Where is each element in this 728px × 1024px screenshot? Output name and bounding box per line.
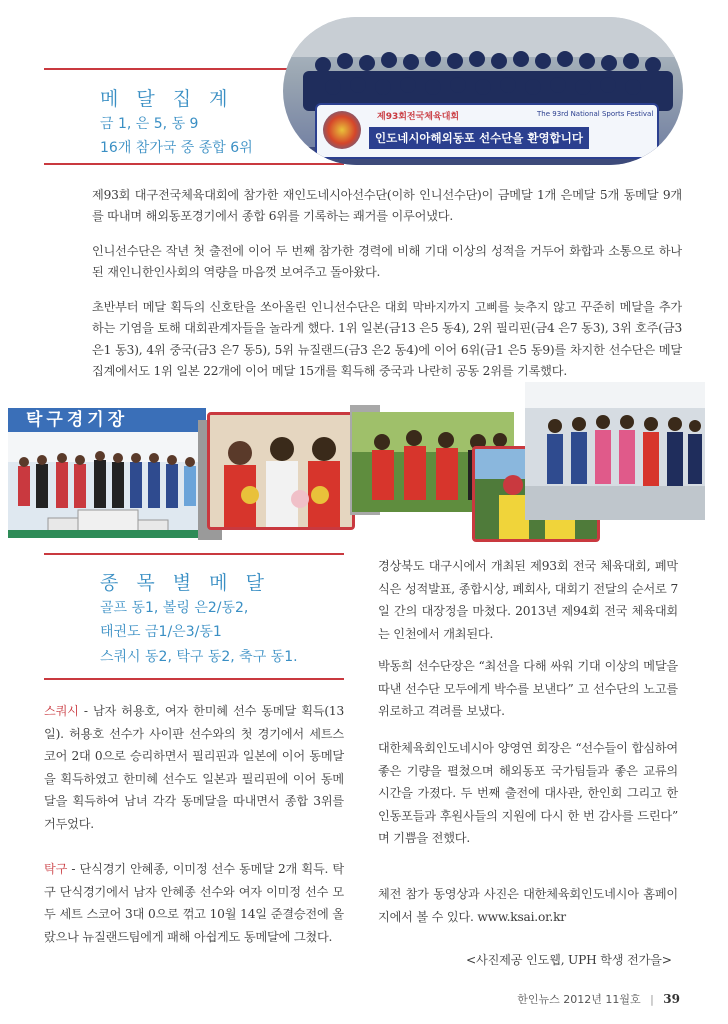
event-rule-upper [44,553,344,555]
intro-paragraph-3: 초반부터 메달 획득의 신호탄을 쏘아올린 인니선수단은 대회 막바지까지 고삐를 늦추지 않고 꾸준히 메달을 추가하는 기염을 토해 대회관계자들을 놀라게 했다. 1위 일본(금13 은5 동4), 2위 필리핀(금4 은7 동3), 3위 호주(금3 은1 동3), 4위 중국(금3 은7 동5), 5위 뉴질랜드(금3 은2 동4)에 이어 6위(금1 은5 동9)를 차지한 선수단은 메달집계에서도 1위 일본 22개에 이어 메달 15개를 획득해 중국과 나란히 공동 2위를 기록했다. [92,300,682,378]
event-medals-line2: 태권도 금1/은3/동1 [100,624,222,640]
closing-paragraph-3: 대한체육회인도네시아 양영연 회장은 “선수들이 합심하여 좋은 기량을 펼쳤으며 해외동포 국가팀들과 좋은 교류의 시간을 가졌다. 두 번째 출전에 대사관, 한인회 그리고 한인동포들과 후원사들의 지원에 다시 한 번 감사를 드린다” 며 기쁨을 전했다. [378,741,678,846]
welcome-banner [315,103,659,159]
intro-paragraph-1: 제93회 대구전국체육대회에 참가한 재인도네시아선수단(이하 인니선수단)이 금메달 1개 은메달 5개 동메달 9개를 따내며 해외동포경기에서 종합 6위를 기록하는 쾌거를 이루어냈다. [92,188,682,224]
table-tennis-podium-photo [8,408,206,538]
event-medals-line3: 스쿼시 동2, 탁구 동2, 축구 동1. [100,649,298,665]
page-number: 39 [663,992,680,1006]
medal-tally-line2: 16개 참가국 중 종합 6위 [100,140,253,156]
top-rule-lower [44,163,344,165]
table-tennis-paragraph [44,858,344,948]
medalists-illustration [210,415,352,527]
closing-paragraph-4: 체전 참가 동영상과 사진은 대한체육회인도네시아 홈페이지에서 볼 수 있다. www.ksai.or.kr [378,887,678,924]
photo-credit: <사진제공 인도웹, UPH 학생 전가을> [466,953,672,967]
podium-illustration [8,432,206,538]
table-tennis-sign: 탁구경기장 [8,408,206,432]
team-group-photo [283,17,683,165]
banner-emblem [323,111,361,149]
medal-tally-line1: 금 1, 은 5, 동 9 [100,116,199,132]
table-tennis-text: - 단식경기 안혜종, 이미정 선수 동메달 2개 획득. 탁구 단식경기에서 남자 안혜종 선수와 여자 이미정 선수 모두 세트 스코어 3대 0으로 꺾고 10월 14일 준결승전에 올랐으나 뉴질랜드팀에게 패해 아쉽게도 동메달에 그쳤다. [44,862,344,944]
event-medals-line1: 골프 동1, 볼링 은2/동2, [100,600,249,616]
top-rule-upper [44,68,294,70]
closing-paragraph-1: 경상북도 대구시에서 개최된 제93회 전국 체육대회, 폐막식은 성적발표, 종합시상, 폐회사, 대회기 전달의 순서로 7일 간의 대장정을 마쳤다. 2013년 제94회 전국 체육대회는 인천에서 개최된다. [378,559,678,641]
event-rule-lower [44,678,344,680]
award-ceremony-photo [525,382,705,520]
banner-title-small: 제93회전국체육대회 [377,112,460,122]
footer-publication: 한인뉴스 2012년 11월호 [517,993,641,1006]
medal-tally-heading: 메 달 집 계 [100,88,234,110]
squash-label: 스쿼시 [44,704,79,718]
table-tennis-label: 탁구 [44,862,68,876]
banner-subtitle: The 93rd National Sports Festival [537,110,654,118]
squash-paragraph [44,700,344,836]
page-footer [517,991,680,1007]
squash-text: - 남자 허용호, 여자 한미혜 선수 동메달 획득(13일). 허용호 선수가 사이판 선수와의 첫 경기에서 세트스코어 2대 0으로 승리하면서 필리핀과 일본에 이어 동메달을 획득하였고 한미혜 선수도 일본과 필리핀에 이어 동메달을 획득하여 남녀 각각 동메달을 따내면서 종합 3위를 거두었다. [44,704,344,831]
medalists-photo [207,412,355,530]
event-medals-heading: 종 목 별 메 달 [100,572,270,594]
intro-paragraph-2: 인니선수단은 작년 첫 출전에 이어 두 번째 참가한 경력에 비해 기대 이상의 성적을 거두어 화합과 소통으로 하나 된 재인니한인사회의 역량을 마음껏 보여주고 돌아왔다. [92,244,682,280]
closing-paragraph-2: 박동희 선수단장은 “최선을 다해 싸워 기대 이상의 메달을 따낸 선수단 모두에게 박수를 보낸다” 고 선수단의 노고를 위로하고 격려를 보냈다. [378,659,678,719]
banner-main-text: 인도네시아해외동포 선수단을 환영합니다 [369,127,589,149]
ceremony-illustration [525,382,705,520]
footer-separator: | [650,993,654,1006]
